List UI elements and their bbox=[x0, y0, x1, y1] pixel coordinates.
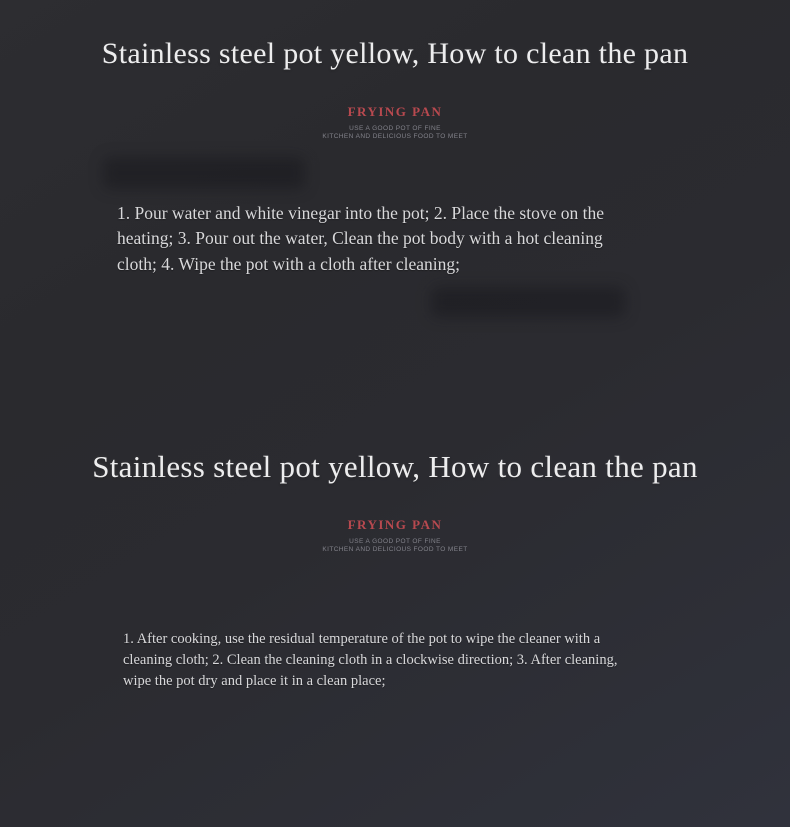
section2-instruction-line1: 1. After cooking, use the residual temperature of the pot to wipe the cleaner with a bbox=[123, 631, 601, 647]
section2-page-title: Stainless steel pot yellow, How to clean the pan bbox=[92, 449, 698, 484]
section1-tagline-line2: KITCHEN AND DELICIOUS FOOD TO MEET bbox=[322, 132, 468, 140]
section1-instruction-line2: heating; 3. Pour out the water, Clean the pot body with a hot cleaning bbox=[117, 228, 603, 249]
section1-brand-heading: FRYING PAN bbox=[347, 104, 443, 119]
section2-tagline-line1: USE A GOOD POT OF FINE bbox=[349, 538, 441, 545]
section1-instruction-line3: cloth; 4. Wipe the pot with a cloth after cleaning; bbox=[117, 253, 461, 274]
blurred-watermark-patch-1 bbox=[103, 157, 305, 189]
section2-instruction-line3: wipe the pot dry and place it in a clean place; bbox=[123, 673, 386, 689]
section1-page-title: Stainless steel pot yellow, How to clean the pan bbox=[101, 37, 689, 70]
section2-tagline-line2: KITCHEN AND DELICIOUS FOOD TO MEET bbox=[322, 545, 468, 553]
section2-instruction-line2: cleaning cloth; 2. Clean the cleaning cloth in a clockwise direction; 3. After cleaning, bbox=[123, 652, 618, 668]
section2-brand-heading: FRYING PAN bbox=[347, 517, 443, 532]
section1-tagline bbox=[0, 125, 790, 140]
section1-tagline-line1: USE A GOOD POT OF FINE bbox=[349, 125, 441, 132]
section2-tagline bbox=[0, 538, 790, 553]
section1-cleaning-instructions bbox=[117, 201, 662, 277]
section2-cleaning-instructions bbox=[123, 629, 653, 692]
blurred-watermark-patch-2 bbox=[431, 287, 625, 317]
section1-instruction-line1: 1. Pour water and white vinegar into the pot; 2. Place the stove on the bbox=[117, 203, 604, 223]
